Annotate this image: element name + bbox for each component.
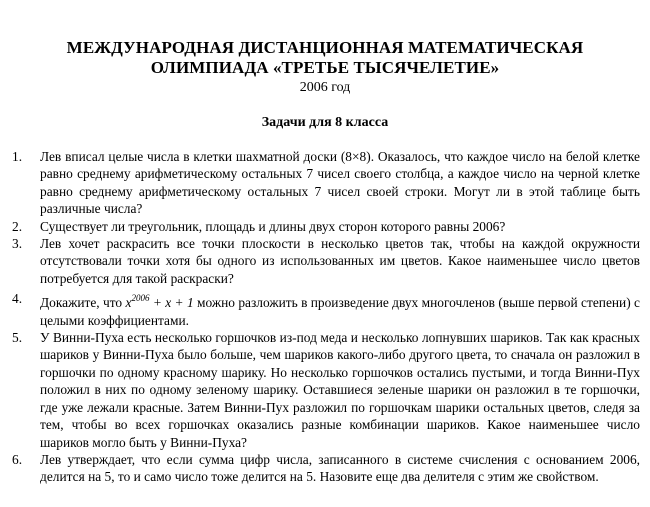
problem-item xyxy=(12,218,640,235)
problem-text: У Винни-Пуха есть несколько горшочков из-под меда и несколько лопнувших шариков. Так как красных шариков у Винни-Пуха было больше, чем шариков какого-либо другого цвета, то сначала он разложил в горшочки по одному красному шарику. Но несколько горшочков остались пустыми, и тогда Винни-Пух положил в них по одному зеленому шарику. Оставшиеся зеленые шарики он разложил в те горшочки, где уже лежали красные. Затем Винни-Пух разложил по горшочкам шарики остальных цветов, следя за тем, чтобы во всех горшочках оказались разные комбинации шариков. Какое наименьшее число шариков могло быть у Винни-Пуха? xyxy=(40,330,640,450)
problem-item xyxy=(12,290,640,329)
problem-item xyxy=(12,148,640,218)
polynomial-base: x xyxy=(125,295,132,311)
problem-text: Лев утверждает, что если сумма цифр числа, записанного в системе счисления с основанием 2006, делится на 5, то и само число тоже делится на 5. Назовите еще два делителя с этим же свойством. xyxy=(40,451,640,485)
problem-text: Лев хочет раскрасить все точки плоскости в несколько цветов так, чтобы на каждой окружности отсутствовали точки хотя бы одного из использованных им цветов. Какое наименьшее число цветов потребуется для такой раскраски? xyxy=(40,236,640,286)
problem-text-before: Докажите, что xyxy=(40,295,123,311)
problem-list xyxy=(12,148,640,486)
problem-item xyxy=(12,329,640,451)
problem-number: 1. xyxy=(12,149,23,164)
polynomial-rest: + x + 1 xyxy=(152,295,194,311)
polynomial-exponent: 2006 xyxy=(131,293,150,304)
grade-subtitle: Задачи для 8 класса xyxy=(261,115,389,130)
olympiad-year: 2006 год xyxy=(299,80,351,95)
problem-number: 6. xyxy=(12,451,23,467)
problem-item xyxy=(12,451,640,486)
problem-text: Лев вписал целые числа в клетки шахматной доски (8×8). Оказалось, что каждое число на белой клетке равно среднему арифметическому остальных 7 чисел своего столбца, а каждое число на черной клетке равно среднему арифметическому остальных 7 чисел своей строки. Могут ли в этой таблице быть различные числа? xyxy=(40,149,640,217)
problem-item xyxy=(12,235,640,287)
problem-text-after: можно разложить в произведение двух многочленов (выше первой степени) с целыми коэффициентами. xyxy=(40,295,640,328)
problem-number: 4. xyxy=(12,291,23,307)
olympiad-title-line-2: ОЛИМПИАДА «ТРЕТЬЕ ТЫСЯЧЕЛЕТИЕ» xyxy=(150,58,500,77)
polynomial-expression xyxy=(126,295,198,310)
problem-number: 2. xyxy=(12,218,23,234)
olympiad-title-line-1: МЕЖДУНАРОДНАЯ ДИСТАНЦИОННАЯ МАТЕМАТИЧЕСКАЯ xyxy=(66,38,584,57)
problem-number: 3. xyxy=(12,236,23,252)
problem-text: Существует ли треугольник, площадь и длины двух сторон которого равны 2006? xyxy=(40,218,506,234)
problem-number: 5. xyxy=(12,330,23,346)
